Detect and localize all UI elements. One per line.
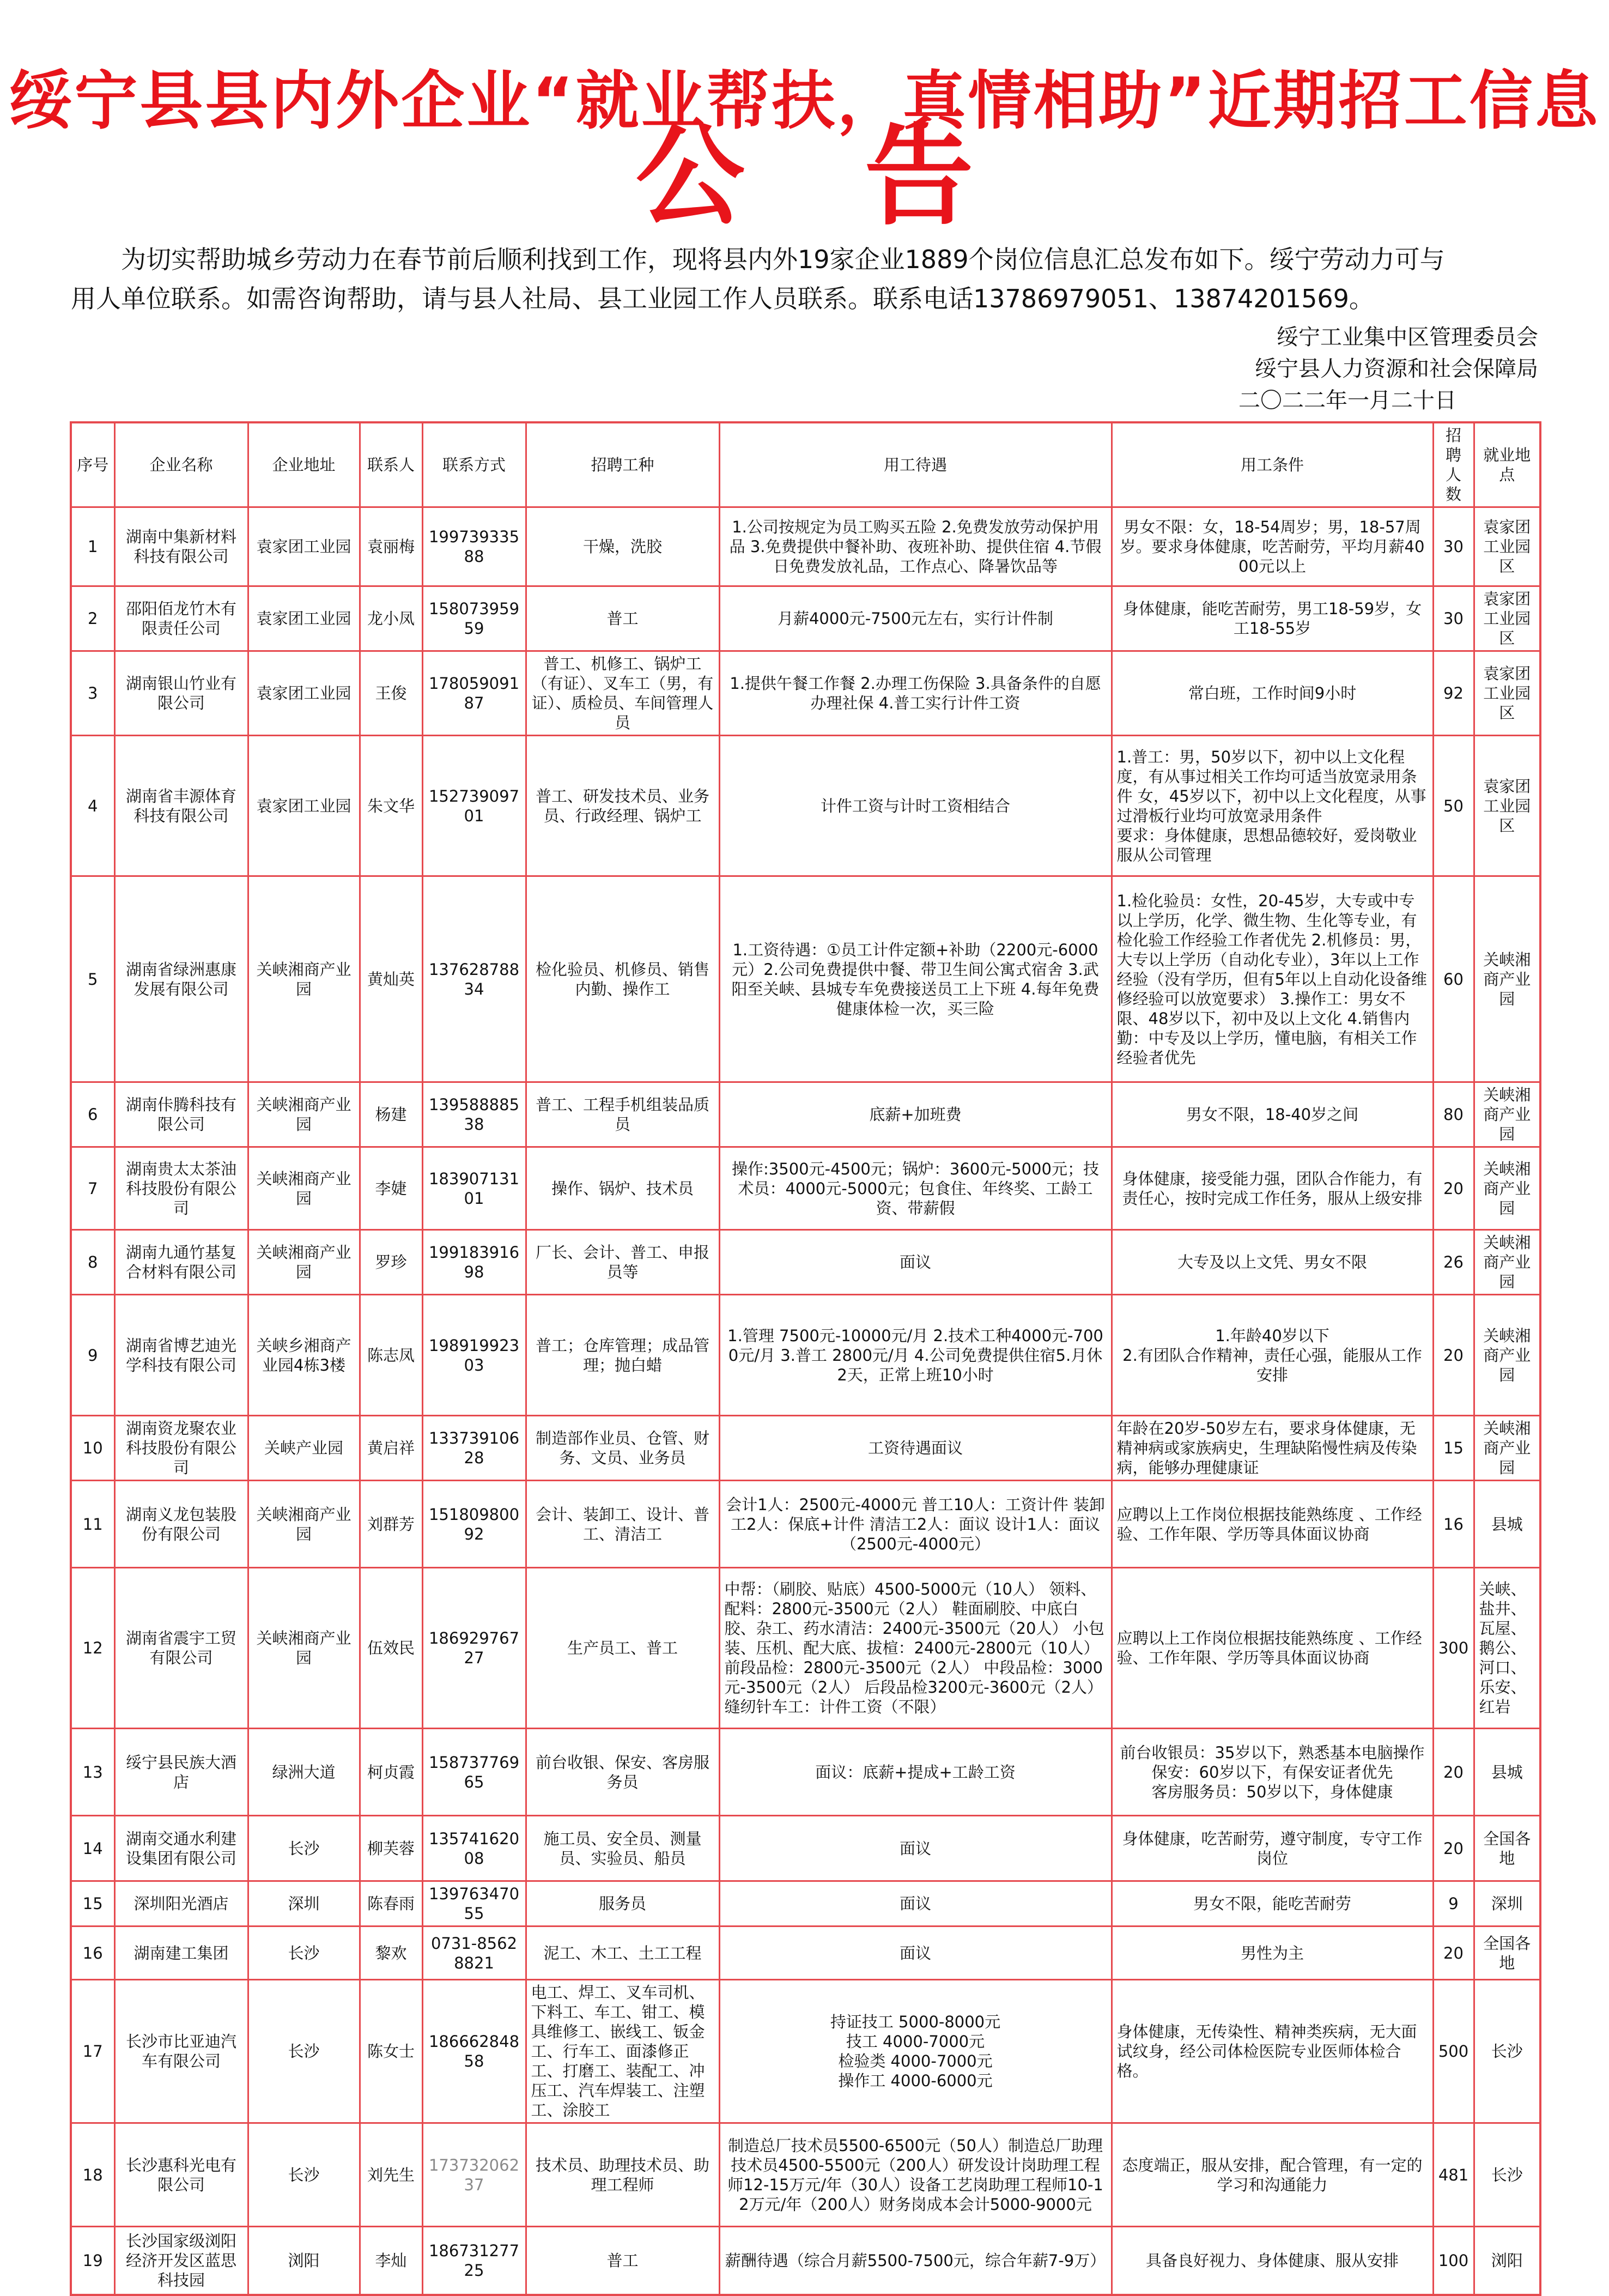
- cell-pay: 计件工资与计时工资相结合: [719, 736, 1112, 876]
- cell-location: 关峡湘商产业园: [1474, 876, 1540, 1082]
- cell-count: 20: [1433, 1295, 1474, 1416]
- cell-phone: 15873776965: [422, 1729, 526, 1816]
- cell-address: 袁家团工业园: [248, 736, 360, 876]
- cell-pay: 制造总厂技术员5500-6500元（50人）制造总厂助理技术员4500-5500元（200人）研发设计岗助理工程师12-15万元/年（30人）设备工艺岗助理工程师10-12万元/年（200人）财务岗成本会计5000-9000元: [719, 2123, 1112, 2227]
- cell-requirements: 态度端正，服从安排，配合管理，有一定的学习和沟通能力: [1112, 2123, 1433, 2227]
- cell-pay: 底薪+加班费: [719, 1082, 1112, 1147]
- cell-requirements: 身体健康，能吃苦耐劳，男工18-59岁，女工18-55岁: [1112, 586, 1433, 651]
- cell-pay: 面议：底薪+提成+工龄工资: [719, 1729, 1112, 1816]
- cell-location: 深圳: [1474, 1881, 1540, 1927]
- cell-address: 深圳: [248, 1881, 360, 1927]
- cell-contact: 刘先生: [360, 2123, 422, 2227]
- cell-count: 20: [1433, 1816, 1474, 1881]
- cell-count: 60: [1433, 876, 1474, 1082]
- cell-company: 湖南银山竹业有限公司: [114, 651, 248, 736]
- cell-pay: 持证技工 5000-8000元 技工 4000-7000元 检验类 4000-7000元 操作工 4000-6000元: [719, 1980, 1112, 2123]
- cell-phone: 18390713101: [422, 1147, 526, 1230]
- cell-requirements: 1.年龄40岁以下 2.有团队合作精神，责任心强，能服从工作安排: [1112, 1295, 1433, 1416]
- cell-jobs: 生产员工、普工: [526, 1568, 719, 1729]
- cell-no: 5: [71, 876, 114, 1082]
- table-row: [71, 1980, 1540, 2123]
- cell-contact: 陈志凤: [360, 1295, 422, 1416]
- intro-line-1: 为切实帮助城乡劳动力在春节前后顺利找到工作，现将县内外19家企业1889个岗位信息汇总发布如下。绥宁劳动力可与: [121, 245, 1445, 274]
- cell-pay: 月薪4000元-7500元左右，实行计件制: [719, 586, 1112, 651]
- cell-address: 关峡乡湘商产业园4栋3楼: [248, 1295, 360, 1416]
- cell-address: 袁家团工业园: [248, 507, 360, 586]
- header-pay: 用工待遇: [719, 422, 1112, 507]
- table-row: [71, 1729, 1540, 1816]
- cell-no: 3: [71, 651, 114, 736]
- cell-requirements: 大专及以上文凭、男女不限: [1112, 1230, 1433, 1295]
- table-row: [71, 1481, 1540, 1568]
- cell-company: 湖南省震宇工贸有限公司: [114, 1568, 248, 1729]
- cell-no: 16: [71, 1927, 114, 1980]
- cell-jobs: 普工；仓库管理；成品管理；抛白蜡: [526, 1295, 719, 1416]
- cell-company: 长沙市比亚迪汽车有限公司: [114, 1980, 248, 2123]
- cell-location: 长沙: [1474, 1980, 1540, 2123]
- cell-requirements: 身体健康，吃苦耐劳，遵守制度，专守工作岗位: [1112, 1816, 1433, 1881]
- cell-address: 关峡产业园: [248, 1416, 360, 1481]
- issue-date: 二〇二二年一月二十日: [1238, 388, 1456, 413]
- cell-location: 袁家团工业园区: [1474, 736, 1540, 876]
- issuer-1: 绥宁工业集中区管理委员会: [1277, 325, 1538, 350]
- cell-location: 县城: [1474, 1481, 1540, 1568]
- cell-location: 袁家团工业园区: [1474, 507, 1540, 586]
- cell-requirements: 应聘以上工作岗位根据技能熟练度 、工作经验、工作年限、学历等具体面议协商: [1112, 1568, 1433, 1729]
- cell-company: 长沙国家级浏阳经济开发区蓝思科技园: [114, 2227, 248, 2295]
- cell-jobs: 检化验员、机修员、销售内勤、操作工: [526, 876, 719, 1082]
- cell-company: 湖南资龙聚农业科技股份有限公司: [114, 1416, 248, 1481]
- jobs-table: [70, 421, 1541, 2296]
- table-row: [71, 2227, 1540, 2295]
- cell-requirements: 身体健康，接受能力强，团队合作能力，有责任心，按时完成工作任务，服从上级安排: [1112, 1147, 1433, 1230]
- cell-no: 7: [71, 1147, 114, 1230]
- cell-count: 50: [1433, 736, 1474, 876]
- header-count: 招聘人数: [1433, 422, 1474, 507]
- cell-phone: 19973933588: [422, 507, 526, 586]
- header-contact: 联系人: [360, 422, 422, 507]
- cell-location: 关峡湘商产业园: [1474, 1416, 1540, 1481]
- cell-requirements: 男性为主: [1112, 1927, 1433, 1980]
- cell-phone: 13574162008: [422, 1816, 526, 1881]
- cell-contact: 龙小凤: [360, 586, 422, 651]
- cell-requirements: 具备良好视力、身体健康、服从安排: [1112, 2227, 1433, 2295]
- cell-requirements: 年龄在20岁-50岁左右，要求身体健康，无精神病或家族病史，生理缺陷慢性病及传染病，能够办理健康证: [1112, 1416, 1433, 1481]
- cell-location: 关峡湘商产业园: [1474, 1295, 1540, 1416]
- header-phone: 联系方式: [422, 422, 526, 507]
- intro-paragraph: [71, 240, 1542, 318]
- table-row: [71, 1082, 1540, 1147]
- cell-phone: 17373206237: [422, 2123, 526, 2227]
- table-row: [71, 736, 1540, 876]
- cell-requirements: 1.普工：男，50岁以下，初中以上文化程度，有从事过相关工作均可适当放宽录用条件 女，45岁以下，初中以上文化程度，从事过滑板行业均可放宽录用条件 要求：身体健康，思想品德较好，爱岗敬业服从公司管理: [1112, 736, 1433, 876]
- intro-line-2: 用人单位联系。如需咨询帮助，请与县人社局、县工业园工作人员联系。联系电话13786979051、13874201569。: [71, 284, 1374, 313]
- cell-location: 长沙: [1474, 2123, 1540, 2227]
- cell-count: 30: [1433, 586, 1474, 651]
- cell-address: 关峡湘商产业园: [248, 876, 360, 1082]
- cell-pay: 1.公司按规定为员工购买五险 2.免费发放劳动保护用品 3.免费提供中餐补助、夜班补助、提供住宿 4.节假日免费发放礼品，工作点心、降暑饮品等: [719, 507, 1112, 586]
- cell-company: 邵阳佰龙竹木有限责任公司: [114, 586, 248, 651]
- table-row: [71, 1568, 1540, 1729]
- cell-no: 13: [71, 1729, 114, 1816]
- cell-no: 19: [71, 2227, 114, 2295]
- table-row: [71, 507, 1540, 586]
- header-location: 就业地点: [1474, 422, 1540, 507]
- cell-requirements: 男女不限：女，18-54周岁；男，18-57周岁。要求身体健康，吃苦耐劳，平均月薪4000元以上: [1112, 507, 1433, 586]
- cell-pay: 薪酬待遇（综合月薪5500-7500元，综合年薪7-9万）: [719, 2227, 1112, 2295]
- cell-pay: 工资待遇面议: [719, 1416, 1112, 1481]
- table-row: [71, 586, 1540, 651]
- cell-jobs: 服务员: [526, 1881, 719, 1927]
- cell-contact: 刘群芳: [360, 1481, 422, 1568]
- cell-jobs: 电工、焊工、叉车司机、下料工、车工、钳工、模具维修工、嵌线工、钣金工、行车工、面漆修正工、打磨工、装配工、冲压工、汽车焊装工、注塑工、涂胶工: [526, 1980, 719, 2123]
- table-header-row: [71, 422, 1540, 507]
- cell-address: 关峡湘商产业园: [248, 1481, 360, 1568]
- cell-address: 关峡湘商产业园: [248, 1568, 360, 1729]
- cell-address: 绿洲大道: [248, 1729, 360, 1816]
- table-row: [71, 2123, 1540, 2227]
- issuer-block: [1238, 322, 1538, 416]
- cell-company: 湖南省博艺迪光学科技有限公司: [114, 1295, 248, 1416]
- cell-phone: 15807395959: [422, 586, 526, 651]
- cell-contact: 柳芙蓉: [360, 1816, 422, 1881]
- notice-heading: 公告: [635, 113, 1094, 240]
- cell-phone: 19891992303: [422, 1295, 526, 1416]
- cell-no: 17: [71, 1980, 114, 2123]
- cell-phone: 18673127725: [422, 2227, 526, 2295]
- cell-address: 关峡湘商产业园: [248, 1147, 360, 1230]
- cell-jobs: 普工、工程手机组装品质员: [526, 1082, 719, 1147]
- cell-count: 92: [1433, 651, 1474, 736]
- issuer-2: 绥宁县人力资源和社会保障局: [1255, 356, 1538, 381]
- cell-no: 6: [71, 1082, 114, 1147]
- cell-pay: 1.管理 7500元-10000元/月 2.技术工种4000元-7000元/月 3.普工 2800元/月 4.公司免费提供住宿5.月休2天，正常上班10小时: [719, 1295, 1112, 1416]
- table-row: [71, 1147, 1540, 1230]
- cell-address: 袁家团工业园: [248, 586, 360, 651]
- cell-count: 300: [1433, 1568, 1474, 1729]
- cell-address: 长沙: [248, 1980, 360, 2123]
- cell-contact: 杨建: [360, 1082, 422, 1147]
- cell-requirements: 前台收银员：35岁以下，熟悉基本电脑操作 保安：60岁以下，有保安证者优先 客房服务员：50岁以下，身体健康: [1112, 1729, 1433, 1816]
- cell-location: 关峡、盐井、瓦屋、鹅公、河口、乐安、红岩: [1474, 1568, 1540, 1729]
- cell-location: 全国各地: [1474, 1816, 1540, 1881]
- cell-address: 关峡湘商产业园: [248, 1230, 360, 1295]
- cell-requirements: 身体健康，无传染性、精神类疾病，无大面试纹身，经公司体检医院专业医师体检合格。: [1112, 1980, 1433, 2123]
- cell-company: 深圳阳光酒店: [114, 1881, 248, 1927]
- cell-no: 9: [71, 1295, 114, 1416]
- cell-contact: 李婕: [360, 1147, 422, 1230]
- cell-phone: 0731-85628821: [422, 1927, 526, 1980]
- cell-location: 袁家团工业园区: [1474, 651, 1540, 736]
- cell-jobs: 技术员、助理技术员、助理工程师: [526, 2123, 719, 2227]
- cell-requirements: 常白班，工作时间9小时: [1112, 651, 1433, 736]
- table-row: [71, 1295, 1540, 1416]
- cell-requirements: 应聘以上工作岗位根据技能熟练度 、工作经验、工作年限、学历等具体面议协商: [1112, 1481, 1433, 1568]
- cell-jobs: 普工: [526, 586, 719, 651]
- header-company: 企业名称: [114, 422, 248, 507]
- cell-company: 湖南佧腾科技有限公司: [114, 1082, 248, 1147]
- cell-count: 26: [1433, 1230, 1474, 1295]
- cell-address: 浏阳: [248, 2227, 360, 2295]
- cell-contact: 王俊: [360, 651, 422, 736]
- cell-company: 湖南建工集团: [114, 1927, 248, 1980]
- cell-no: 8: [71, 1230, 114, 1295]
- cell-location: 县城: [1474, 1729, 1540, 1816]
- cell-location: 关峡湘商产业园: [1474, 1230, 1540, 1295]
- cell-jobs: 制造部作业员、仓管、财务、文员、业务员: [526, 1416, 719, 1481]
- cell-count: 500: [1433, 1980, 1474, 2123]
- cell-company: 湖南贵太太茶油科技股份有限公司: [114, 1147, 248, 1230]
- cell-no: 15: [71, 1881, 114, 1927]
- cell-company: 绥宁县民族大酒店: [114, 1729, 248, 1816]
- cell-contact: 袁丽梅: [360, 507, 422, 586]
- cell-contact: 陈女士: [360, 1980, 422, 2123]
- header-requirements: 用工条件: [1112, 422, 1433, 507]
- cell-no: 12: [71, 1568, 114, 1729]
- cell-location: 全国各地: [1474, 1927, 1540, 1980]
- cell-no: 4: [71, 736, 114, 876]
- cell-contact: 伍效民: [360, 1568, 422, 1729]
- table-row: [71, 1230, 1540, 1295]
- cell-no: 1: [71, 507, 114, 586]
- table-row: [71, 876, 1540, 1082]
- cell-requirements: 男女不限，能吃苦耐劳: [1112, 1881, 1433, 1927]
- cell-jobs: 干燥，洗胶: [526, 507, 719, 586]
- cell-jobs: 会计、装卸工、设计、普工、清洁工: [526, 1481, 719, 1568]
- cell-address: 袁家团工业园: [248, 651, 360, 736]
- cell-count: 30: [1433, 507, 1474, 586]
- cell-company: 湖南省绿洲惠康发展有限公司: [114, 876, 248, 1082]
- cell-pay: 中帮：（刷胶、贴底）4500-5000元（10人） 领料、配料：2800元-3500元（2人） 鞋面刷胶、中底白胶、杂工、药水清洁：2400元-3500元（20人） 小包装、压机、配大底、拔楦：2400元-2800元（10人） 前段品检：2800元-3500元（2人） 中段品检：3000元-3500元（2人） 后段品检3200元-3600元（2人） 缝纫针车工：计件工资（不限）: [719, 1568, 1112, 1729]
- cell-jobs: 普工、研发技术员、业务员、行政经理、锅炉工: [526, 736, 719, 876]
- cell-location: 关峡湘商产业园: [1474, 1147, 1540, 1230]
- cell-location: 袁家团工业园区: [1474, 586, 1540, 651]
- cell-location: 关峡湘商产业园: [1474, 1082, 1540, 1147]
- cell-count: 100: [1433, 2227, 1474, 2295]
- cell-pay: 面议: [719, 1881, 1112, 1927]
- cell-pay: 操作:3500元-4500元；锅炉：3600元-5000元；技术员：4000元-5000元；包食住、年终奖、工龄工资、带薪假: [719, 1147, 1112, 1230]
- cell-no: 14: [71, 1816, 114, 1881]
- cell-pay: 1.工资待遇：①员工计件定额+补助（2200元-6000元）2.公司免费提供中餐、带卫生间公寓式宿舍 3.武阳至关峡、县城专车免费接送员工上下班 4.每年免费健康体检一次，买三险: [719, 876, 1112, 1082]
- cell-count: 20: [1433, 1927, 1474, 1980]
- cell-count: 80: [1433, 1082, 1474, 1147]
- table-row: [71, 1416, 1540, 1481]
- cell-contact: 罗珍: [360, 1230, 422, 1295]
- cell-phone: 15273909701: [422, 736, 526, 876]
- page-title: 绥宁县县内外企业“就业帮扶，真情相助”近期招工信息: [9, 64, 1600, 138]
- cell-jobs: 普工、机修工、锅炉工（有证）、叉车工（男，有证）、质检员、车间管理人员: [526, 651, 719, 736]
- cell-count: 20: [1433, 1147, 1474, 1230]
- cell-phone: 13373910628: [422, 1416, 526, 1481]
- cell-contact: 黄启祥: [360, 1416, 422, 1481]
- cell-phone: 15180980092: [422, 1481, 526, 1568]
- header-no: 序号: [71, 422, 114, 507]
- cell-contact: 黎欢: [360, 1927, 422, 1980]
- cell-jobs: 泥工、木工、土工工程: [526, 1927, 719, 1980]
- cell-no: 2: [71, 586, 114, 651]
- cell-jobs: 施工员、安全员、测量员、实验员、船员: [526, 1816, 719, 1881]
- cell-pay: 面议: [719, 1230, 1112, 1295]
- header-address: 企业地址: [248, 422, 360, 507]
- cell-address: 长沙: [248, 1927, 360, 1980]
- cell-company: 长沙惠科光电有限公司: [114, 2123, 248, 2227]
- cell-phone: 13976347055: [422, 1881, 526, 1927]
- cell-jobs: 厂长、会计、普工、申报员等: [526, 1230, 719, 1295]
- cell-count: 16: [1433, 1481, 1474, 1568]
- cell-contact: 李灿: [360, 2227, 422, 2295]
- cell-no: 10: [71, 1416, 114, 1481]
- cell-jobs: 前台收银、保安、客房服务员: [526, 1729, 719, 1816]
- table-row: [71, 1881, 1540, 1927]
- cell-pay: 面议: [719, 1927, 1112, 1980]
- cell-pay: 1.提供午餐工作餐 2.办理工伤保险 3.具备条件的自愿办理社保 4.普工实行计件工资: [719, 651, 1112, 736]
- cell-address: 长沙: [248, 2123, 360, 2227]
- cell-company: 湖南九通竹基复合材料有限公司: [114, 1230, 248, 1295]
- cell-address: 关峡湘商产业园: [248, 1082, 360, 1147]
- cell-phone: 13762878834: [422, 876, 526, 1082]
- cell-company: 湖南省丰源体育科技有限公司: [114, 736, 248, 876]
- cell-count: 481: [1433, 2123, 1474, 2227]
- cell-pay: 面议: [719, 1816, 1112, 1881]
- cell-company: 湖南义龙包装股份有限公司: [114, 1481, 248, 1568]
- header-jobs: 招聘工种: [526, 422, 719, 507]
- cell-contact: 黄灿英: [360, 876, 422, 1082]
- cell-phone: 17805909187: [422, 651, 526, 736]
- cell-count: 20: [1433, 1729, 1474, 1816]
- cell-location: 浏阳: [1474, 2227, 1540, 2295]
- cell-contact: 陈春雨: [360, 1881, 422, 1927]
- cell-company: 湖南交通水利建设集团有限公司: [114, 1816, 248, 1881]
- cell-no: 11: [71, 1481, 114, 1568]
- cell-requirements: 1.检化验员：女性，20-45岁，大专或中专以上学历，化学、微生物、生化等专业，有检化验工作经验工作者优先 2.机修员：男，大专以上学历（自动化专业），3年以上工作经验（没有学历，但有5年以上自动化设备维修经验可以放宽要求） 3.操作工：男女不限、48岁以下，初中及以上文化 4.销售内勤：中专及以上学历，懂电脑，有相关工作经验者优先: [1112, 876, 1433, 1082]
- table-row: [71, 1927, 1540, 1980]
- cell-jobs: 普工: [526, 2227, 719, 2295]
- cell-address: 长沙: [248, 1816, 360, 1881]
- table-row: [71, 651, 1540, 736]
- cell-count: 15: [1433, 1416, 1474, 1481]
- cell-phone: 18692976727: [422, 1568, 526, 1729]
- cell-no: 18: [71, 2123, 114, 2227]
- cell-count: 9: [1433, 1881, 1474, 1927]
- cell-phone: 19918391698: [422, 1230, 526, 1295]
- cell-pay: 会计1人：2500元-4000元 普工10人：工资计件 装卸工2人：保底+计件 清洁工2人：面议 设计1人：面议（2500元-4000元）: [719, 1481, 1112, 1568]
- cell-contact: 朱文华: [360, 736, 422, 876]
- cell-company: 湖南中集新材料科技有限公司: [114, 507, 248, 586]
- cell-jobs: 操作、锅炉、技术员: [526, 1147, 719, 1230]
- cell-phone: 13958888538: [422, 1082, 526, 1147]
- cell-phone: 18666284858: [422, 1980, 526, 2123]
- table-row: [71, 1816, 1540, 1881]
- cell-contact: 柯贞霞: [360, 1729, 422, 1816]
- cell-requirements: 男女不限，18-40岁之间: [1112, 1082, 1433, 1147]
